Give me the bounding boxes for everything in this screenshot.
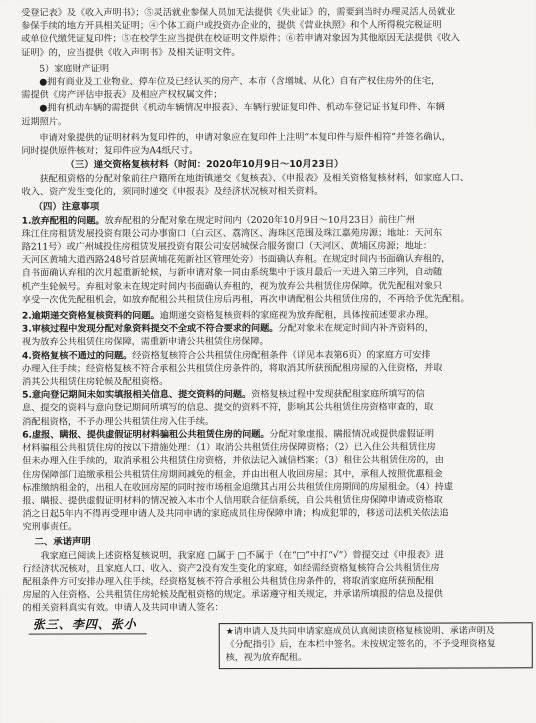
item-1 <box>22 213 520 228</box>
text-line: ●拥有商业及工业物业、停车位及已经认买的房产、本市（含增城、从化）自有产权住房外的住宅， <box>39 75 441 88</box>
text-line: 核，视为放弃配租。 <box>225 652 307 663</box>
text-line: 路211号）或广州城投住房租赁发展投资有限公司安居城保合服务窗口（天河区、黄埔区房源；地址： <box>21 240 433 253</box>
text-line: 的相关资料真实有效。申请人及共同申请人签名： <box>22 602 224 614</box>
text-line: 息、提交的资料与意向登记期间所填写的信息、提交的资料不符，影响其公共租赁住房资格审查的，取 <box>22 402 434 415</box>
text-line: 究刑事责任。 <box>22 521 78 533</box>
item-5-title: 5.意向登记期间未如实填报相关信息、提交资料的问题。 <box>22 389 252 401</box>
item-3 <box>22 322 520 337</box>
text-line: 行经济状况核对，且家庭人口、收入、资产2没有发生变化的家庭，如经需经资格复核符合公共租赁住房 <box>22 562 440 575</box>
text-line: 申请对象提供的证明材料为复印件的，申请对象应在复印件上注明“本复印件与原件相符”并签名确认， <box>39 131 451 144</box>
text-line: 收入、资产发生变化的，须同时递交《申报表》及经济状况核对相关资料。 <box>21 186 324 199</box>
item-3-title: 3.审核过程中发现分配对象资料提交不全或不符合要求的问题。 <box>21 323 279 335</box>
text-line: 机产生轮候号。弃租对象未在规定时间内书面确认弃租的，视为放弃公共租赁住房保障。优先配租对象只 <box>21 280 443 293</box>
text-line: 资格复核过程中发现获配租家庭所填写的信 <box>251 388 425 401</box>
item-4 <box>22 348 520 363</box>
handwritten-signature: 张三、李四、张小 <box>29 615 147 634</box>
text-line: 视为放弃公共租赁住房保障，需重新申请公共租赁住房保障。 <box>21 336 269 349</box>
text-line: ★请申请人及共同申请家庭成员认真阅读资格复核说明、承诺声明及 <box>225 625 495 637</box>
section-4-heading: （四）注意事项 <box>33 201 100 213</box>
text-line: 经资格复核符合公共租赁住房配租条件（详见本表第6页）的家庭方可安排 <box>132 349 431 362</box>
text-line: 天河区黄埔大道西路248号首层黄埔花苑新社区管理处旁）书面确认弃租。在规定时间内书面确认弃租的， <box>21 253 451 266</box>
item-2 <box>22 308 520 323</box>
text-line: 材料骗租公共租赁住房的按以下措施处理：（1）取消公共租赁住房保障资格；（2）已入住公共租赁住房 <box>22 441 436 454</box>
text-line: 《分配指引》后，在本栏中签名。未按规定签名的，不予受理资格复 <box>225 638 496 650</box>
section-5-title: 5）家庭财产证明 <box>39 63 110 75</box>
text-line: 但未办理入住手续的，取消承租公共租赁住房资格，并依法记入诚信档案；（3）租住公共租赁住房的，由 <box>22 454 444 467</box>
text-line: 证明》的，应当提供《收入声明书》及相关证明文件。 <box>21 46 241 59</box>
text-line: 近期照片。 <box>21 116 68 128</box>
text-line: 享受一次优先配租机会，如放弃配租公共租赁住房后再租，再次申请配租公共租赁住房的，不再给予优先配租。 <box>21 293 470 306</box>
text-line: 配租条件方可安排办理入住手续，经资格复核不符合承租公共租赁住房条件的，将取消家庭所获预配租 <box>22 575 434 588</box>
text-line: 珠江住房租赁发展投资有限公司办事窗口（白云区、荔湾区、海珠区范围及珠江嘉苑房源；地址：天河东 <box>21 227 443 240</box>
text-line: 消配租资格，不予办理公共租赁住房入住手续。 <box>22 415 215 428</box>
text-line: 或单位代缴凭证复印件；⑤在校学生应当提供在校证明文件原件；⑥若申请对象因为其他原因无法提供《收入 <box>21 32 460 46</box>
text-line: 参保手续的地方开具相关证明；④个体工商户或投资办企业的，提供《营业执照》和个人所得税完税证明 <box>21 19 442 32</box>
item-1-title: 1.放弃配租的问题。 <box>21 215 105 227</box>
item-6 <box>22 427 520 442</box>
signature-area <box>23 614 521 675</box>
text-line: 受登记表》及《收入声明书》；⑤灵活就业参保人员加无法提供《失业证》的，需要到当时办理灵活人员就业 <box>21 6 456 19</box>
section-3-heading: （三）递交资格复核材料（时间：2020年10月9日～10月23日） <box>65 159 344 171</box>
text-line: 自书面确认弃租的次月起重新轮候，与新申请对象一同由系统集中于该月最后一天进入第三序列，自动随 <box>21 266 443 280</box>
text-line: 房屋的入住资格、公共租赁住房轮候及配租资格的规定。承诺遵守相关规定，并承诺所填报的信息及提供 <box>22 588 443 601</box>
signing-notice-box <box>219 622 533 669</box>
text-line: 我家庭已阅读上述资格复核说明，我家庭 □属于 □不属于（在“□”中打“√”）曾提交过《申报表》进 <box>40 549 444 562</box>
item-4-title: 4.资格复核不通过的问题。 <box>21 350 133 362</box>
top-paragraph <box>21 5 519 59</box>
text-line: 放弃配租的分配对象在规定时间内（2020年10月9日～10月23日）前往广州 <box>104 214 416 227</box>
text-line: 获配租资格的分配对象前往户籍所在地街镇递交《复核表》、《申报表》及相关资格复核材料，如家庭人口、 <box>39 172 469 185</box>
item-5 <box>22 388 520 403</box>
item-2-title: 2.逾期递交资格复核资料的问题。 <box>21 310 160 322</box>
text-line: 逾期递交资格复核资料的家庭视为放弃配租，具体按前述要求办理。 <box>159 309 434 322</box>
text-line: 标准缴纳租金的，出租人在收回房屋的同时按市场租金追缴其占用公共租赁住房期间的房屋租金。（4）持虚 <box>22 481 454 494</box>
text-line: ●拥有机动车辆的需提供《机动车辆情况申报表》、车辆行驶证复印件、机动车登记证书复印件、车辆 <box>39 101 445 115</box>
text-line: 同时提供原件核对；复印件应为A4纸尺寸。 <box>21 145 199 157</box>
text-line: 需提供《房产评估申报表》及相应产权权属文件； <box>21 89 223 101</box>
text-line: 消其公共租赁住房轮候及配租资格。 <box>22 376 169 388</box>
section-2-heading: 二、承诺声明 <box>34 535 91 548</box>
item-6-title: 6.虚报、瞒报、提供虚假证明材料骗租公共租赁住房的问题。 <box>22 428 270 441</box>
text-line: 办理入住手续；经资格复核不符合承租公共租赁住房条件的，将取消其所获预配租房屋的入住资格，并取 <box>22 362 443 375</box>
text-line: 消之日起5年内不得再受理申请人及共同申请的家庭成员住房保障申请；构成犯罪的，移送司法机关依法追 <box>22 507 449 520</box>
text-line: 分配对象未在规定时间内补齐资料的， <box>278 322 434 335</box>
text-line: 住房保障部门追缴承租公共租赁住房期间减免的租金，并由出租人收回房屋；其中，承租人按照优惠租金 <box>22 468 443 481</box>
text-line: 分配对象虚报、瞒报情况或提供虚假证明 <box>269 428 435 440</box>
text-line: 报、瞒报、提供虚假证明材料的情况被入本市个人信用联合征信系统，自公共租赁住房保障申请或资格取 <box>22 494 443 507</box>
